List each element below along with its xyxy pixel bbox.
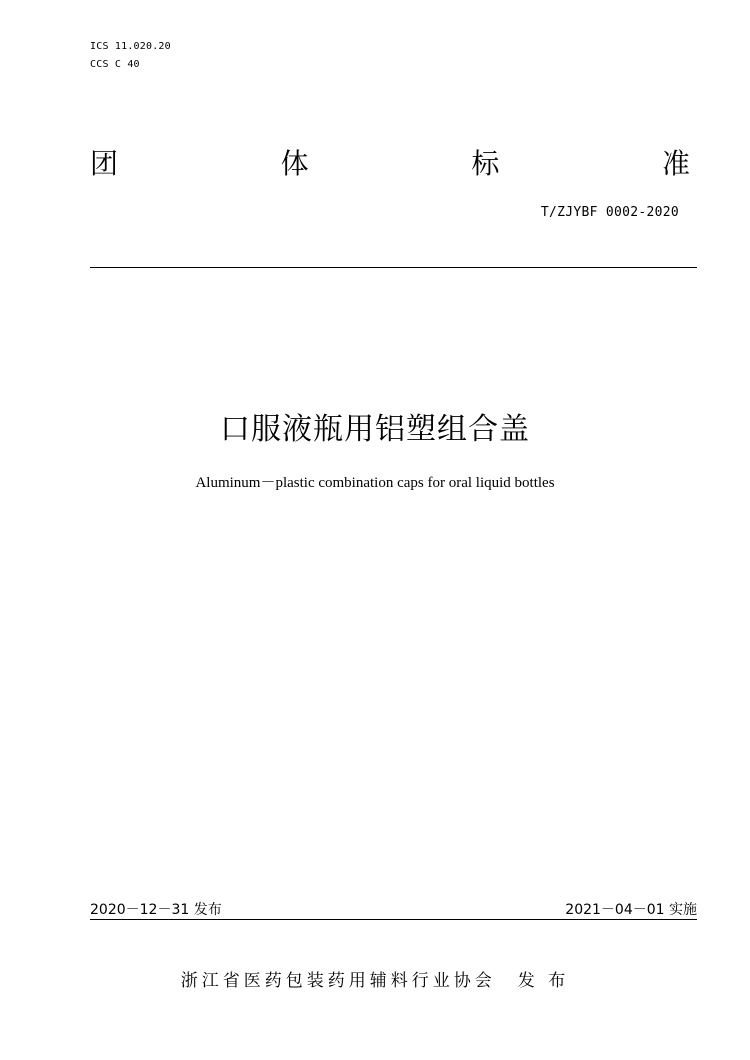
standard-type-char: 体 [280,147,309,180]
standard-type-char: 标 [471,147,500,180]
ics-code: ICS 11.020.20 [90,41,171,52]
standard-number: T/ZJYBF 0002-2020 [540,205,679,220]
implementation-date: 2021－04－01 实施 [565,902,697,918]
dates-row [90,897,697,920]
title-english: Aluminum－plastic combination caps for oral liquid bottles [195,475,555,491]
publisher-name: 浙江省医药包装药用辅料行业协会 [180,971,496,991]
standard-type-char: 团 [90,147,119,180]
standard-type-char: 准 [661,147,690,180]
classification-codes [90,38,171,74]
header-divider [90,267,697,268]
publisher-line [0,966,750,991]
ccs-code: CCS C 40 [90,59,140,70]
title-chinese: 口服液瓶用铝塑组合盖 [220,412,530,447]
standard-type-heading [90,142,690,182]
issue-date: 2020－12－31 发布 [90,902,222,918]
publisher-verb: 发 布 [517,971,570,991]
